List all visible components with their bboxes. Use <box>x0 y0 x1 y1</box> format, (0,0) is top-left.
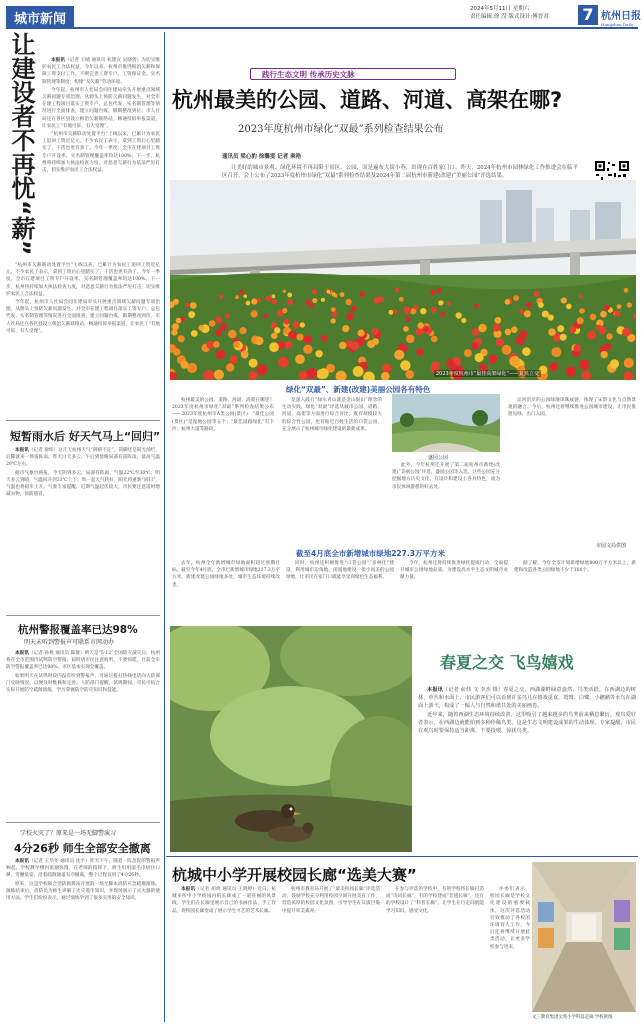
section1-col3-text: 此外，今年杭州还开展了第二届杭州市新建(改建)“美丽公园”评选，盛园公园等入选。这些公园充分挖掘地方历史文化，在设计和建设上各具特色，成为市民休闲游憩的好去处。 <box>392 463 500 490</box>
flower-dot <box>505 299 511 305</box>
flower-dot <box>615 311 621 317</box>
flower-dot <box>511 326 518 333</box>
flower-dot <box>278 357 289 368</box>
flower-dot <box>574 344 582 352</box>
rain-headline: 短暂雨水后 好天气马上“回归” <box>10 430 161 443</box>
flower-dot <box>266 296 272 302</box>
flower-dot <box>403 326 409 332</box>
flower-dot <box>239 327 246 334</box>
flower-dot <box>579 308 585 314</box>
divider <box>6 615 160 616</box>
flower-dot <box>601 351 608 358</box>
flower-dot <box>505 329 512 336</box>
flower-dot <box>293 321 300 328</box>
masthead-logo <box>601 7 641 27</box>
flower-dot <box>599 327 607 335</box>
school-art-text-2: 杭州市教育局开展了“最美校园长廊”评选活动，鼓励学校充分利用校园空间开展美育工作，营造浓厚的校园文化氛围，引导学生在耳濡目染中提升审美素养。 <box>282 887 380 914</box>
flower-dot <box>176 318 182 324</box>
flower-dot <box>478 324 486 332</box>
flower-dot <box>219 295 223 299</box>
flower-dot <box>321 298 325 302</box>
section1-col1-text: 杭州最美的公园、道路、河道、高架在哪里？2023年度杭州市绿化“双最”系列检查结果公布——2023年度杭州市A类公园(景区)：“最佳公园(景区)”是湿地公园等五个；“最佳道路绿化”有下沙、杭州大道等路段。 <box>172 398 274 432</box>
flower-dot <box>318 368 329 379</box>
divider <box>166 856 638 857</box>
divider <box>6 822 160 823</box>
birds-headline: 春夏之交 飞鸟嬉戏 <box>440 653 574 672</box>
police-text-2: 如果明天在试鸣时段内没有听到警报声，可通过拨打热线电话向人防部门反映情况，以便及时维修和完善。人防部门提醒，试鸣期间，市民可结合实际开展防空疏散演练，学习掌握防空防灾知识和技能。 <box>6 673 160 694</box>
flower-dot <box>188 311 195 318</box>
flower-dot <box>213 341 220 348</box>
flower-dot <box>310 304 314 308</box>
flower-dot <box>306 299 312 305</box>
flower-dot <box>296 334 303 341</box>
flower-dot <box>312 289 317 294</box>
flower-dot <box>382 364 391 373</box>
feature-headline: 杭州最美的公园、道路、河道、高架在哪? <box>172 88 563 112</box>
vertical-headline: 让建设者不再忧“薪” <box>7 32 35 256</box>
masthead-sub: Hangzhou Daily <box>601 22 634 27</box>
lead-article-continued <box>6 262 160 410</box>
date-line: 2024年5月11日 星期六 <box>470 6 530 12</box>
flower-dot <box>263 314 268 319</box>
flower-dot <box>235 295 239 299</box>
corridor-photo <box>532 862 636 1012</box>
flower-dot <box>274 327 280 333</box>
birds-text-2: 近年来，随着西湖生态环境持续改善，这里吸引了越来越多的鸟类前来栖息繁衍。观鸟爱好者表示，在西湖边就能拍到多种珍稀鸟类，这是生态文明建设成果的生动体现。专家提醒，市民在观鸟时要保持适当距离，不要投喂、惊扰鸟类。 <box>418 712 636 734</box>
section1-col2 <box>282 397 382 535</box>
section2-col2 <box>286 560 394 622</box>
flower-dot <box>590 314 597 321</box>
section1-title: 绿化“双最”、新建(改建)美丽公园各有特色 <box>286 385 431 394</box>
lead-text-cont-2: 今年起，杭州市人社局会同住建局牵头开展重点领域欠薪问题专项治理，从源头上预防欠薪问题发生。对全市在建工程项目落实工资专户、总包代发、实名制管理等情况进行全面排查，建立问题台账，限期整改到位。市人社局还在各区县设立根治欠薪联络站，畅通投诉举报渠道，让农民工“有地可诉、有人受理”。 <box>6 300 160 334</box>
flower-dot <box>299 371 308 380</box>
corridor-photo-caption: 文三教育集团文苑小学科技走廊 学校供图 <box>532 1015 613 1020</box>
section1-col2-text: 是深入践行“绿水青山就是金山银山”理念的生动实践。绿化“双最”评选从城市公园、道路、河道、高架等方面进行综合评比，既有规模较大的综合性公园，也有贴近百姓生活的口袋公园，充分展示了杭州城市绿化建设的最新成果。 <box>282 398 382 432</box>
flower-dot <box>249 359 258 368</box>
flower-dot <box>627 302 632 307</box>
flower-dot <box>220 323 227 330</box>
school-art-col3 <box>386 886 484 1020</box>
section2-col3 <box>400 560 508 622</box>
feature-intro <box>222 164 578 181</box>
flower-dot <box>230 356 238 364</box>
flower-dot <box>378 296 384 302</box>
flower-dot <box>172 323 179 330</box>
flower-dot <box>300 322 305 327</box>
rain-byline: 本报讯 <box>15 448 29 453</box>
flower-dot <box>416 348 423 355</box>
flower-dot <box>624 358 634 368</box>
flower-dot <box>566 304 572 310</box>
school-question: 学校火灾了？原来是一场无脚警演习 <box>20 830 117 837</box>
flower-dot <box>327 290 331 294</box>
flower-dot <box>610 359 619 368</box>
drill-text-2: 原来，这是学校联合消防救援站开展的一场无脚本消防应急疏散演练。演练结束后，消防员为师生讲解了火灾逃生知识，并现场演示了灭火器的使用方法。学生们纷纷表示，通过演练学到了很多实用的安全知识。 <box>6 881 160 902</box>
flower-dot <box>285 341 293 349</box>
flower-dot <box>178 335 185 342</box>
section2-title: 截至4月底全市新增城市绿地227.3万平方米 <box>296 549 445 558</box>
section2-col4 <box>514 560 636 622</box>
flower-dot <box>330 318 335 323</box>
drill-headline: 4分26秒 师生全部安全撤离 <box>14 842 151 855</box>
flower-dot <box>577 317 584 324</box>
flower-dot <box>582 371 591 380</box>
feature-intro-text: 让美好的城市景观、绿化环境不再局限于景区、公园，而是遍布大街小巷，出现在百姓家门口。昨天，2024年杭州市园林绿化工作推进会在临平区召开，会上公布了2023年度杭州市绿化“双最”系列检查结果及2024年第二届杭州市新建(改建)“美丽公园”评选结果。 <box>222 165 578 179</box>
flower-dot <box>475 353 484 362</box>
flower-dot <box>522 347 531 356</box>
flower-dot <box>358 329 365 336</box>
flower-dot <box>226 363 234 371</box>
flower-dot <box>549 362 558 371</box>
lead-text-3: “杭州市欠薪联动处置平台”上线以来，已累计为农民工追回工资近亿元。不少农民工表示，拿到工资后心里踏实了，干活也更有劲了。今年一季度，全市在建项目工资专户开设率、实名制管理覆盖率均达100%。下一步，杭州将持续加大执法检查力度，对恶意欠薪行为依法严厉打击，切实维护农民工合法权益。 <box>42 132 160 174</box>
flower-dot <box>346 313 353 320</box>
flower-dot <box>399 297 404 302</box>
flower-dot <box>331 307 336 312</box>
flower-dot <box>389 310 394 315</box>
flower-dot <box>431 336 438 343</box>
flower-dot <box>394 350 404 360</box>
flower-dot <box>251 310 258 317</box>
flower-dot <box>509 356 520 367</box>
flower-dot <box>493 324 501 332</box>
flower-dot <box>303 335 312 344</box>
flower-dot <box>367 340 375 348</box>
lead-article <box>42 57 160 175</box>
flower-dot <box>185 303 189 307</box>
flower-dot <box>239 290 244 295</box>
header-info <box>470 6 549 21</box>
flower-dot <box>489 356 497 364</box>
section1-credit: 市园文局供图 <box>596 543 627 549</box>
flower-dot <box>198 325 204 331</box>
school-art-text-1: （记者 胡鸿 通讯员 王晓婷）近日，杭城多所中小学校园内的长廊成了一道亮丽的风景线。学生们在长廊里展示自己的书画作品、手工作品，将校园长廊变成了展示学生才艺的艺术长廊。 <box>172 887 276 914</box>
school-art-col1 <box>172 886 276 1020</box>
flower-dot <box>395 288 399 292</box>
masthead-name: 杭州日报 <box>601 11 641 22</box>
flower-dot <box>243 294 247 298</box>
ducks-photo <box>170 626 412 852</box>
flower-dot <box>303 345 312 354</box>
flower-dot <box>406 335 415 344</box>
school-art-text-3: 在参与评选的学校中，有的学校将长廊打造成“诗词长廊”，有的学校建成“非遗长廊”，还有的学校设计了“科普长廊”，让学生在行走间就能学习知识、感受文化。 <box>386 887 484 914</box>
flower-dot <box>400 360 410 370</box>
drill-byline: 本报讯 <box>15 859 30 864</box>
flower-dot <box>271 333 277 339</box>
flower-dot <box>548 328 556 336</box>
flower-dot <box>431 307 437 313</box>
flower-dot <box>606 333 612 339</box>
flower-dot <box>284 319 290 325</box>
flower-dot <box>287 293 292 298</box>
flower-dot <box>624 288 629 293</box>
flower-dot <box>405 370 414 379</box>
section1-col4 <box>508 397 636 537</box>
flower-dot <box>171 329 177 335</box>
flower-dot <box>405 316 410 321</box>
flower-dot <box>288 331 297 340</box>
flower-dot <box>534 291 540 297</box>
rain-article <box>6 447 160 607</box>
flower-dot <box>600 311 607 318</box>
flower-dot <box>516 336 525 345</box>
flower-dot <box>604 343 611 350</box>
flower-dot <box>315 350 322 357</box>
flower-dot <box>557 325 564 332</box>
school-art-text-4: 评委们表示，校园长廊是学校文化建设的重要载体，这次评选活动有效推动了各校的环境育人工作，今后还将继续开展此类活动，让更多学校参与进来。 <box>490 887 530 950</box>
drill-article <box>6 858 160 1022</box>
flower-dot <box>513 295 519 301</box>
flower-dot <box>495 317 502 324</box>
flower-dot <box>560 334 567 341</box>
flower-dot <box>519 309 524 314</box>
flower-dot <box>233 341 240 348</box>
flower-dot <box>312 298 317 303</box>
police-subtitle: 明天未听到警报声可联系市网动办 <box>24 639 115 646</box>
flower-dot <box>191 330 198 337</box>
photo-caption: 2023年度杭州市“最佳高架绿化”——复兴立交 <box>436 371 539 377</box>
section1-col1 <box>172 397 274 535</box>
flower-dot <box>566 366 577 377</box>
section-title: 城市新闻 <box>6 6 74 29</box>
flower-dot <box>306 368 317 379</box>
flower-dot <box>256 364 267 375</box>
flower-dot <box>604 305 610 311</box>
flower-dot <box>173 299 179 305</box>
flower-dot <box>241 351 249 359</box>
flower-dot <box>456 312 462 318</box>
flower-dot <box>248 371 257 380</box>
flower-dot <box>472 328 479 335</box>
flower-dot <box>461 318 466 323</box>
flower-dot <box>255 337 264 346</box>
park-photo <box>392 394 500 452</box>
flower-dot <box>372 328 379 335</box>
flower-dot <box>579 360 589 370</box>
section2-col1 <box>172 560 280 622</box>
flower-dot <box>269 342 279 352</box>
flower-dot <box>551 347 561 357</box>
flower-dot <box>420 308 426 314</box>
flower-dot <box>190 302 197 309</box>
flower-dot <box>410 308 416 314</box>
lead-text-cont: “杭州市欠薪联动处置平台”上线以来，已累计为农民工追回工资近亿元。不少农民工表示，拿到工资后心里踏实了，干活也更有劲了。今年一季度，全市在建项目工资专户开设率、实名制管理覆盖率均达100%。下一步，杭州将持续加大执法检查力度，对恶意欠薪行为依法严厉打击，切实维护农民工合法权益。 <box>6 263 160 297</box>
flower-dot <box>209 320 216 327</box>
flower-dot <box>272 294 276 298</box>
lead-text-2: 今年起，杭州市人社局会同住建局牵头开展重点领域欠薪问题专项治理，从源头上预防欠薪问题发生。对全市在建工程项目落实工资专户、总包代发、实名制管理等情况进行全面排查，建立问题台账，限期整改到位。市人社局还在各区县设立根治欠薪联络站，畅通投诉举报渠道，让农民工“有地可诉、有人受理”。 <box>42 87 160 129</box>
flower-dot <box>295 354 305 364</box>
flower-dot <box>282 308 287 313</box>
flower-dot <box>496 338 504 346</box>
birds-article <box>418 686 636 736</box>
flower-dot <box>246 301 251 306</box>
flower-dot <box>587 331 596 340</box>
flower-dot <box>321 335 328 342</box>
flower-dot <box>430 290 435 295</box>
flower-dot <box>228 330 237 339</box>
police-byline: 本报讯 <box>15 651 29 656</box>
header-rule <box>6 27 638 29</box>
flower-dot <box>622 328 631 337</box>
park-photo-caption: 盛园公园 <box>428 455 449 461</box>
flower-dot <box>447 302 451 306</box>
flower-dot <box>579 295 583 299</box>
birds-text: （记者 俞炜 文 李杰 摄）春夏之交，西湖湖畔绿意盎然，鸟类活跃。在西湖边的树林、草丛和水面上，市民游客们可以看到许多鸟儿在嬉戏觅食，鸳鸯、白鹭、小䴙䴘等水鸟在湖面上游弋，构成了一幅人与自然和谐共处的美丽画卷。 <box>418 687 636 709</box>
flower-dot <box>251 299 257 305</box>
school-art-headline: 杭城中小学开展校园长廊“选美大赛” <box>172 866 417 884</box>
lead-byline: 本报讯 <box>51 58 66 63</box>
flower-dot <box>464 349 472 357</box>
flower-dot <box>350 306 356 312</box>
flower-dot <box>225 313 230 318</box>
flower-dot <box>526 302 532 308</box>
birds-byline: 本报讯 <box>427 687 443 693</box>
flower-dot <box>440 312 445 317</box>
flower-dot <box>339 342 347 350</box>
police-article <box>6 650 160 816</box>
flower-dot <box>340 292 345 297</box>
flower-dot <box>359 292 364 297</box>
divider <box>6 420 160 421</box>
section2-col1-text: 去年，杭州全年新增城市绿地面积超过预期目标。截至今年4月底，全市已新增城市绿地227.3万平方米，新建改建公园绿地多处，城市生态环境持续改善。 <box>172 561 280 588</box>
school-art-col4 <box>490 886 530 1020</box>
section2-col2-text: 同时，杭州还积极推进“口袋公园”“多林化”建设，利用城市边角地、闲置地建设一批小而美的公园绿地，让市民在家门口就能享受到绿色生态福利。 <box>286 561 394 581</box>
editor-line: 责任编辑:徐 滢 版式设计:傅晋君 <box>470 13 549 20</box>
flower-dot <box>350 341 359 350</box>
flower-dot <box>181 361 189 369</box>
flower-dot <box>561 297 567 303</box>
column-divider <box>164 32 165 1022</box>
flower-dot <box>404 307 411 314</box>
flower-dot <box>542 311 549 318</box>
police-text: （记者 孙燕 通讯员 陈敏）明天是“5·12”全国防灾减灾日，杭州将在全市范围内试鸣防空警报。届时请市民注意收听，不要惊慌。目前全市防空警报覆盖率已达98%，市区基本实现全覆盖。 <box>6 651 160 671</box>
flower-dot <box>393 310 398 315</box>
school-art-col2 <box>282 886 380 1020</box>
flower-dot <box>342 325 349 332</box>
section1-col4-text: 运河沿岸的公园绿地串珠成链，体现了宋韵文化与自然景观的融合。今后，杭州还将继续推进公园城市建设，让市民推窗见绿、出门入园。 <box>508 398 636 418</box>
flower-dot <box>617 304 622 309</box>
flower-dot <box>214 370 224 380</box>
flower-dot <box>215 329 222 336</box>
flower-dot <box>474 304 479 309</box>
police-headline: 杭州警报覆盖率已达98% <box>18 624 138 636</box>
rain-text-2: 据市气象台预报，今天阴到多云，局部有阵雨，气温22℃至30℃；明天多云到晴，气温回升到31℃上下；周一起天气转好，阳光将重新“回归”，气温也将稳步上升。气象专家提醒，近期气温起伏较大，市民要注意适时增减衣物，预防感冒。 <box>6 470 160 498</box>
flower-dot <box>538 302 544 308</box>
rain-text: （记者 俞炜）这几天杭州天气“阴晴不定”，前脚还是阳光灿烂，后脚就来一场雷阵雨。昨天白天多云，午后到傍晚局部有雷阵雨，最高气温29℃左右。 <box>6 448 160 468</box>
kicker: 践行生态文明 传承历史文脉 <box>262 70 355 79</box>
main-photo <box>170 180 636 380</box>
lead-text: （记者 王晴 通讯员 杭建宣 吴晓倩）为切实维护农民工合法权益，今年以来，杭州市推进根治欠薪和保障工资支付工作，不断完善工资专户、工资保证金、实名制管理等制度，构建“无欠薪”劳动环境。 <box>42 58 160 85</box>
flower-dot <box>353 366 364 377</box>
flower-dot <box>524 310 531 317</box>
flower-dot <box>346 299 352 305</box>
flower-dot <box>438 300 443 305</box>
flower-dot <box>216 350 226 360</box>
flower-dot <box>272 299 277 304</box>
flower-dot <box>472 342 479 349</box>
flower-dot <box>288 299 294 305</box>
section2-col4-text: 据了解，今年全市计划新增绿地800万平方米以上，新建和改造各类公园绿地不少于100个。 <box>514 561 636 574</box>
school-art-byline: 本报讯 <box>181 887 196 892</box>
flower-dot <box>502 345 512 355</box>
flower-dot <box>215 316 222 323</box>
page-number: 7 <box>578 5 598 25</box>
flower-dot <box>418 322 424 328</box>
feature-byline: 通讯员 梁心豹 徐馨雯 记者 乘艳 <box>222 154 302 160</box>
feature-subhead: 2023年度杭州市绿化“双最”系列检查结果公布 <box>238 124 444 135</box>
flower-dot <box>283 290 286 293</box>
section1-col3 <box>392 462 500 535</box>
flower-dot <box>436 288 441 293</box>
drill-text: （记者 王华冬 通讯员 沈宇）昨天下午，随着一阵急促的警报声响起，学校教学楼内浓烟弥漫。在老师的指挥下，师生们用湿毛巾捂住口鼻，弯腰低姿，沿着疏散通道有序撤离，整个过程仅用了4分26秒。 <box>6 859 160 879</box>
flower-dot <box>332 312 338 318</box>
section2-col3-text: 今年，杭州还将持续推进绿化提质行动，全面提升城市公园绿地品质，为建设高水平生态文明城市贡献力量。 <box>400 561 508 581</box>
